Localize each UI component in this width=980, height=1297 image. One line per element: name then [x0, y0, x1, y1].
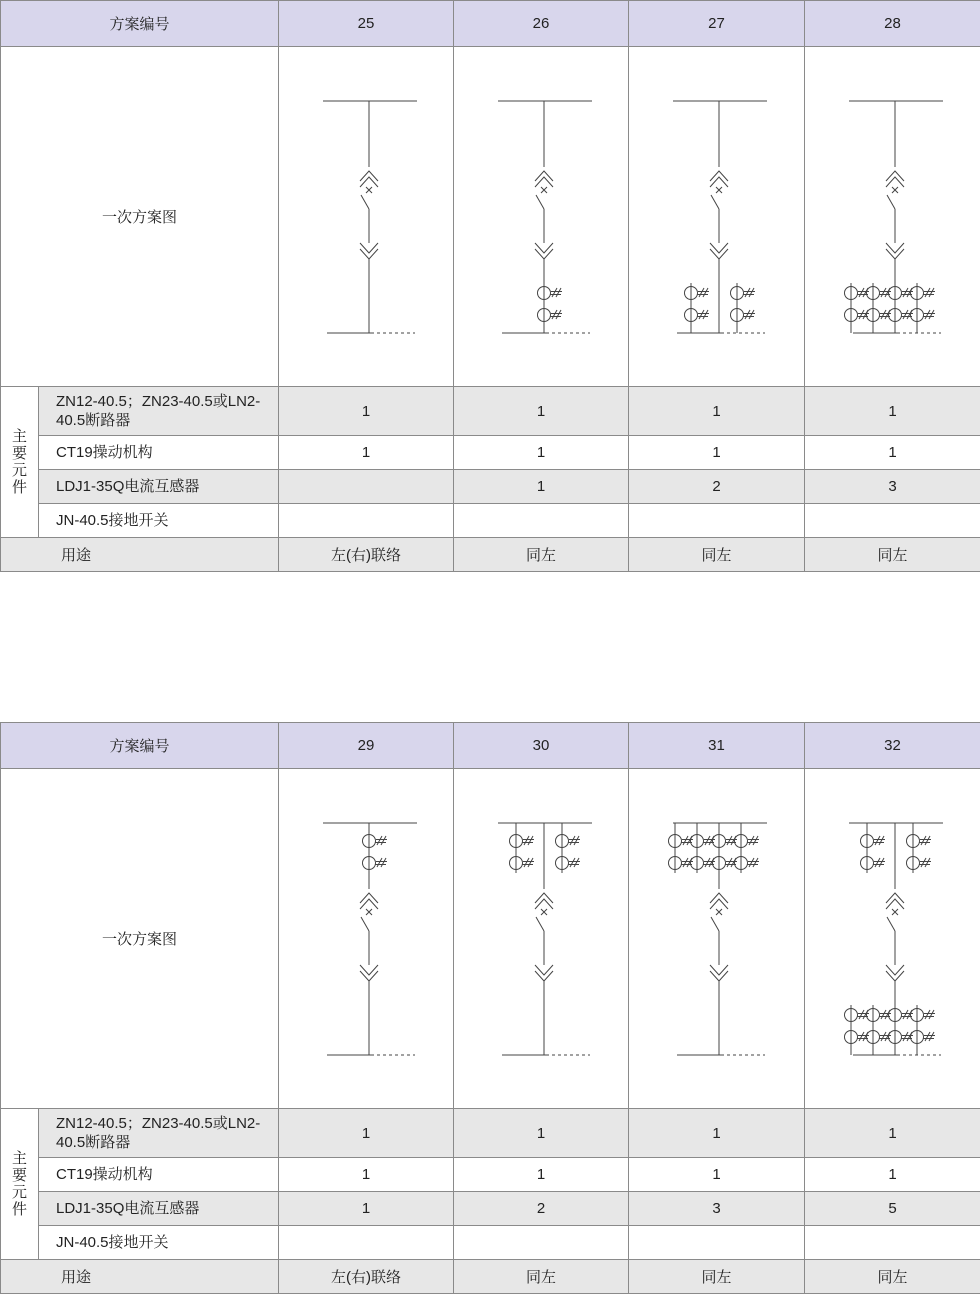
scheme-table-2: [0, 722, 980, 1294]
use-cell: 左(右)联络: [279, 1260, 454, 1294]
single-line-diagram-cell: [454, 47, 629, 387]
count-cell: [279, 1226, 454, 1260]
isolating-contact-icon: [535, 893, 553, 909]
count-cell: 2: [629, 470, 805, 504]
count-cell: 1: [279, 1192, 454, 1226]
breaker-cross-icon: [892, 187, 898, 193]
component-label: ZN12-40.5；ZN23-40.5或LN2-40.5断路器: [39, 1109, 279, 1158]
breaker-cross-icon: [716, 187, 722, 193]
use-cell: 同左: [805, 1260, 980, 1294]
ct-marker-icon: [923, 310, 935, 319]
single-line-diagram-cell: [805, 47, 980, 387]
isolating-contact-icon: [710, 965, 728, 981]
component-label: LDJ1-35Q电流互感器: [39, 470, 279, 504]
component-row-breaker: [1, 1109, 980, 1158]
ct-marker-icon: [743, 288, 755, 297]
count-cell: 1: [454, 436, 629, 470]
component-label: LDJ1-35Q电流互感器: [39, 1192, 279, 1226]
isolating-contact-icon: [360, 171, 378, 187]
use-cell: 同左: [629, 1260, 805, 1294]
ct-marker-icon: [568, 858, 580, 867]
single-line-diagram: [629, 47, 804, 386]
single-line-diagram-cell: [279, 769, 454, 1109]
group-label-cell: [1, 387, 39, 538]
diagram-row: [1, 47, 980, 387]
component-row-ct: [1, 470, 980, 504]
count-cell: 1: [454, 470, 629, 504]
count-cell: 1: [805, 387, 980, 436]
header-row: [1, 723, 980, 769]
breaker-blade-line: [536, 917, 544, 931]
count-cell: 1: [629, 1158, 805, 1192]
component-label: ZN12-40.5；ZN23-40.5或LN2-40.5断路器: [39, 387, 279, 436]
single-line-diagram-cell: [279, 47, 454, 387]
isolating-contact-icon: [710, 243, 728, 259]
ct-marker-icon: [873, 836, 885, 845]
component-row-mechanism: [1, 1158, 980, 1192]
count-cell: [454, 504, 629, 538]
ct-marker-icon: [375, 858, 387, 867]
single-line-diagram: [629, 769, 804, 1108]
isolating-contact-icon: [360, 893, 378, 909]
count-cell: 1: [629, 436, 805, 470]
diagram-row: [1, 769, 980, 1109]
header-label: 方案编号: [1, 1, 279, 47]
use-label: 用途: [1, 1260, 279, 1294]
isolating-contact-icon: [535, 965, 553, 981]
diagram-label: 一次方案图: [1, 769, 279, 1109]
ct-marker-icon: [747, 836, 759, 845]
isolating-contact-icon: [710, 171, 728, 187]
breaker-cross-icon: [541, 187, 547, 193]
breaker-cross-icon: [892, 909, 898, 915]
group-label: 主要元件: [12, 1150, 28, 1218]
single-line-diagram-cell: [454, 769, 629, 1109]
count-cell: 1: [629, 387, 805, 436]
component-label: JN-40.5接地开关: [39, 504, 279, 538]
breaker-blade-line: [711, 195, 719, 209]
component-row-earthing-switch: [1, 1226, 980, 1260]
single-line-diagram: [805, 47, 980, 386]
use-label: 用途: [1, 538, 279, 572]
single-line-diagram-cell: [629, 47, 805, 387]
ct-marker-icon: [697, 310, 709, 319]
component-label: CT19操动机构: [39, 436, 279, 470]
ct-marker-icon: [522, 858, 534, 867]
ct-marker-icon: [743, 310, 755, 319]
component-row-earthing-switch: [1, 504, 980, 538]
component-row-breaker: [1, 387, 980, 436]
single-line-diagram-cell: [629, 769, 805, 1109]
ct-marker-icon: [923, 1032, 935, 1041]
count-cell: 1: [279, 436, 454, 470]
isolating-contact-icon: [360, 243, 378, 259]
single-line-diagram: [279, 47, 454, 386]
breaker-blade-line: [887, 195, 895, 209]
breaker-blade-line: [361, 195, 369, 209]
count-cell: [629, 1226, 805, 1260]
ct-marker-icon: [550, 288, 562, 297]
scheme-number: 27: [629, 1, 805, 47]
count-cell: [279, 504, 454, 538]
count-cell: 1: [805, 1158, 980, 1192]
count-cell: 1: [629, 1109, 805, 1158]
ct-marker-icon: [919, 858, 931, 867]
breaker-cross-icon: [541, 909, 547, 915]
count-cell: 5: [805, 1192, 980, 1226]
breaker-cross-icon: [716, 909, 722, 915]
scheme-table-1: [0, 0, 980, 572]
ct-marker-icon: [919, 836, 931, 845]
use-cell: 同左: [629, 538, 805, 572]
group-label-cell: [1, 1109, 39, 1260]
ct-marker-icon: [747, 858, 759, 867]
single-line-diagram: [454, 769, 629, 1108]
scheme-number: 26: [454, 1, 629, 47]
isolating-contact-icon: [360, 965, 378, 981]
count-cell: 1: [279, 1158, 454, 1192]
scheme-number: 30: [454, 723, 629, 769]
ct-marker-icon: [923, 288, 935, 297]
ct-marker-icon: [375, 836, 387, 845]
count-cell: 2: [454, 1192, 629, 1226]
isolating-contact-icon: [886, 243, 904, 259]
single-line-diagram: [279, 769, 454, 1108]
count-cell: [805, 504, 980, 538]
group-label: 主要元件: [12, 428, 28, 496]
breaker-cross-icon: [366, 909, 372, 915]
count-cell: 1: [279, 387, 454, 436]
breaker-blade-line: [887, 917, 895, 931]
use-cell: 左(右)联络: [279, 538, 454, 572]
count-cell: [279, 470, 454, 504]
ct-marker-icon: [697, 288, 709, 297]
component-label: JN-40.5接地开关: [39, 1226, 279, 1260]
isolating-contact-icon: [886, 893, 904, 909]
ct-marker-icon: [522, 836, 534, 845]
count-cell: 1: [454, 387, 629, 436]
ct-marker-icon: [923, 1010, 935, 1019]
component-row-mechanism: [1, 436, 980, 470]
count-cell: 1: [805, 1109, 980, 1158]
count-cell: 1: [805, 436, 980, 470]
ct-marker-icon: [550, 310, 562, 319]
ct-marker-icon: [873, 858, 885, 867]
isolating-contact-icon: [535, 243, 553, 259]
isolating-contact-icon: [886, 171, 904, 187]
use-cell: 同左: [805, 538, 980, 572]
count-cell: 3: [805, 470, 980, 504]
header-row: [1, 1, 980, 47]
isolating-contact-icon: [710, 893, 728, 909]
header-label: 方案编号: [1, 723, 279, 769]
use-row: [1, 538, 980, 572]
count-cell: 1: [454, 1158, 629, 1192]
single-line-diagram: [805, 769, 980, 1108]
component-label: CT19操动机构: [39, 1158, 279, 1192]
scheme-number: 31: [629, 723, 805, 769]
breaker-blade-line: [536, 195, 544, 209]
count-cell: 1: [279, 1109, 454, 1158]
breaker-blade-line: [361, 917, 369, 931]
isolating-contact-icon: [886, 965, 904, 981]
diagram-label: 一次方案图: [1, 47, 279, 387]
single-line-diagram: [454, 47, 629, 386]
component-row-ct: [1, 1192, 980, 1226]
count-cell: 3: [629, 1192, 805, 1226]
scheme-number: 32: [805, 723, 980, 769]
count-cell: [454, 1226, 629, 1260]
single-line-diagram-cell: [805, 769, 980, 1109]
count-cell: [629, 504, 805, 538]
use-cell: 同左: [454, 538, 629, 572]
count-cell: 1: [454, 1109, 629, 1158]
use-row: [1, 1260, 980, 1294]
scheme-number: 29: [279, 723, 454, 769]
isolating-contact-icon: [535, 171, 553, 187]
scheme-number: 28: [805, 1, 980, 47]
breaker-cross-icon: [366, 187, 372, 193]
breaker-blade-line: [711, 917, 719, 931]
scheme-number: 25: [279, 1, 454, 47]
ct-marker-icon: [568, 836, 580, 845]
use-cell: 同左: [454, 1260, 629, 1294]
count-cell: [805, 1226, 980, 1260]
